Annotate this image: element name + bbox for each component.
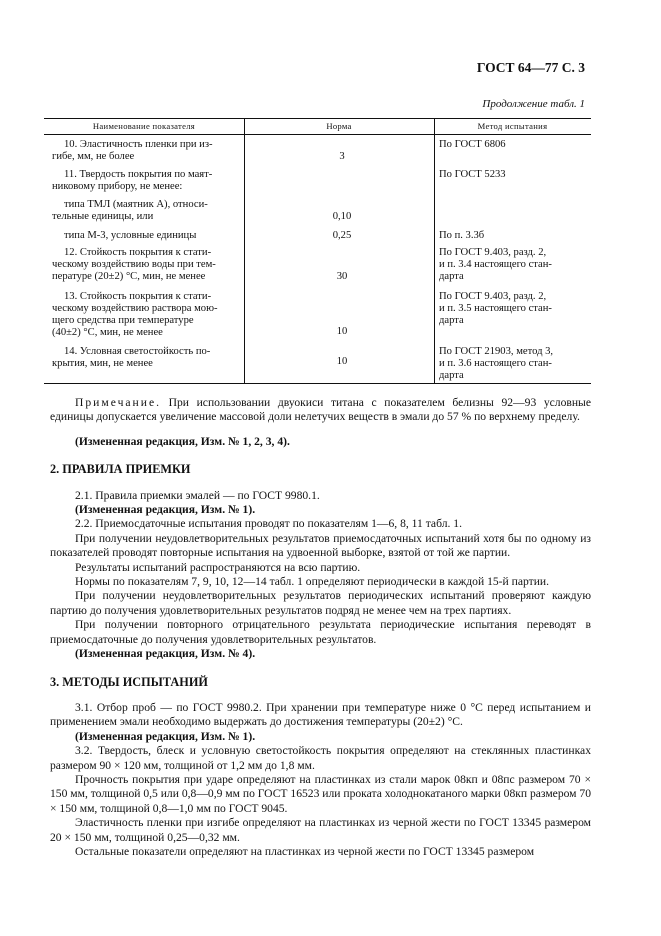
properties-table [44,118,591,384]
column-header-method: Метод испытания [477,121,548,131]
table-row-11a-name: типа ТМЛ (маятник А), относи- тельные единицы, или [52,199,208,222]
paragraph-2-1: 2.1. Правила приемки эмалей — по ГОСТ 9980.1. [75,488,320,502]
amendment-note: (Измененная редакция, Изм. № 1). [75,729,256,743]
paragraph-3-1: 3.1. Отбор проб — по ГОСТ 9980.2. При хранении при температуре ниже 0 °С перед испытанием и применением эмали необходимо выдержать до достижения температуры (20±2) °С. [50,700,591,729]
table-row-11-method: По ГОСТ 5233 [439,169,506,180]
column-header-norm: Норма [326,121,352,131]
section-3-title: 3. МЕТОДЫ ИСПЫТАНИЙ [50,674,208,689]
note-text: При использовании двуокиси титана с показателем белизны 92—93 условные единицы допускается увеличение массовой доли нелетучих веществ в эмали до 57 % по верхнему пределу. [50,396,591,424]
table-row-11b-method: По п. 3.3б [439,230,485,241]
table-row-11-name: 11. Твердость покрытия по маят- никовому прибору, не менее: [52,169,213,192]
section-2-title: 2. ПРАВИЛА ПРИЕМКИ [50,462,191,477]
main-text [50,396,591,859]
paragraph: Нормы по показателям 7, 9, 10, 12—14 табл. 1 определяют периодически в каждой 15-й партии. [75,575,550,589]
table-row-14-name: 14. Условная светостойкость по- крытия, мин, не менее [52,346,211,369]
table-row-13-norm: 10 [336,326,348,337]
paragraph-3-2: 3.2. Твердость, блеск и условную светостойкость покрытия определяют на стеклянных пластинках размером 90 × 120 мм, толщиной от 1,2 мм до 1,8 мм. [50,744,591,772]
table-row-13-name: 13. Стойкость покрытия к стати- ческому воздействию раствора мою- щего средства при температуре (40±2) °С, мин, не менее [52,291,218,338]
paragraph: Эластичность пленки при изгибе определяют на пластинках из черной жести по ГОСТ 13345 размером 20 × 150 мм, толщиной 0,25—0,32 мм. [50,816,591,844]
amendment-note: (Измененная редакция, Изм. № 1). [75,503,256,517]
page-header: ГОСТ 64—77 С. 3 [476,60,585,75]
paragraph: Результаты испытаний распространяются на всю партию. [75,560,361,574]
paragraph: При получении повторного отрицательного результата периодические испытания переводят в приемосдаточные до получения удовлетворительных результатов. [50,618,591,646]
amendment-note: (Измененная редакция, Изм. № 4). [75,647,256,661]
table-row-13-method: По ГОСТ 9.403, разд. 2, и п. 3.5 настоящего стан- дарта [439,291,552,326]
table-row-11b-norm: 0,25 [332,230,352,241]
paragraph: При получении неудовлетворительных результатов периодических испытаний проверяют каждую партию до получения удовлетворительных результатов подряд не менее чем на трех партиях. [50,589,591,617]
table-row-14-method: По ГОСТ 21903, метод 3, и п. 3.6 настоящего стан- дарта [439,346,554,381]
table-continuation-label: Продолжение табл. 1 [482,98,585,110]
paragraph: При получении неудовлетворительных результатов приемосдаточных испытаний хотя бы по одному из показателей проводят повторные испытания на удвоенной выборке, взятой от той же партии. [50,531,591,560]
paragraph: Остальные показатели определяют на пластинках из черной жести по ГОСТ 13345 размером [75,844,535,858]
note-label: Примечание. [75,396,161,409]
amendment-note: (Измененная редакция, Изм. № 1, 2, 3, 4). [75,434,290,448]
table-row-14-norm: 10 [336,356,348,367]
paragraph-2-2: 2.2. Приемосдаточные испытания проводят по показателям 1—6, 8, 11 табл. 1. [75,517,462,531]
table-row-10-norm: 3 [339,151,345,162]
table-row-10-method: По ГОСТ 6806 [439,139,506,150]
paragraph: Прочность покрытия при ударе определяют на пластинках из стали марок 08кп и 08пс размером 70 × 150 мм, толщиной 0,5 или 0,8—0,9 мм по ГОСТ 16523 или проката холоднокатаного марки 08кп размером 70 × 150 мм, толщиной 0,8—1,0 мм по ГОСТ 9045. [50,772,592,815]
table-row-12-name: 12. Стойкость покрытия к стати- ческому воздействию воды при тем- пературе (20±2) °С, мин, не менее [52,247,216,282]
table-row-11a-norm: 0,10 [332,211,352,222]
column-header-name: Наименование показателя [92,121,196,131]
table-row-11b-name: типа М-3, условные единицы [64,230,197,241]
table-note [50,396,591,425]
table-row-10-name: 10. Эластичность пленки при из- гибе, мм, не более [52,139,213,162]
table-row-12-norm: 30 [336,271,348,282]
table-row-12-method: По ГОСТ 9.403, разд. 2, и п. 3.4 настоящего стан- дарта [439,247,552,282]
